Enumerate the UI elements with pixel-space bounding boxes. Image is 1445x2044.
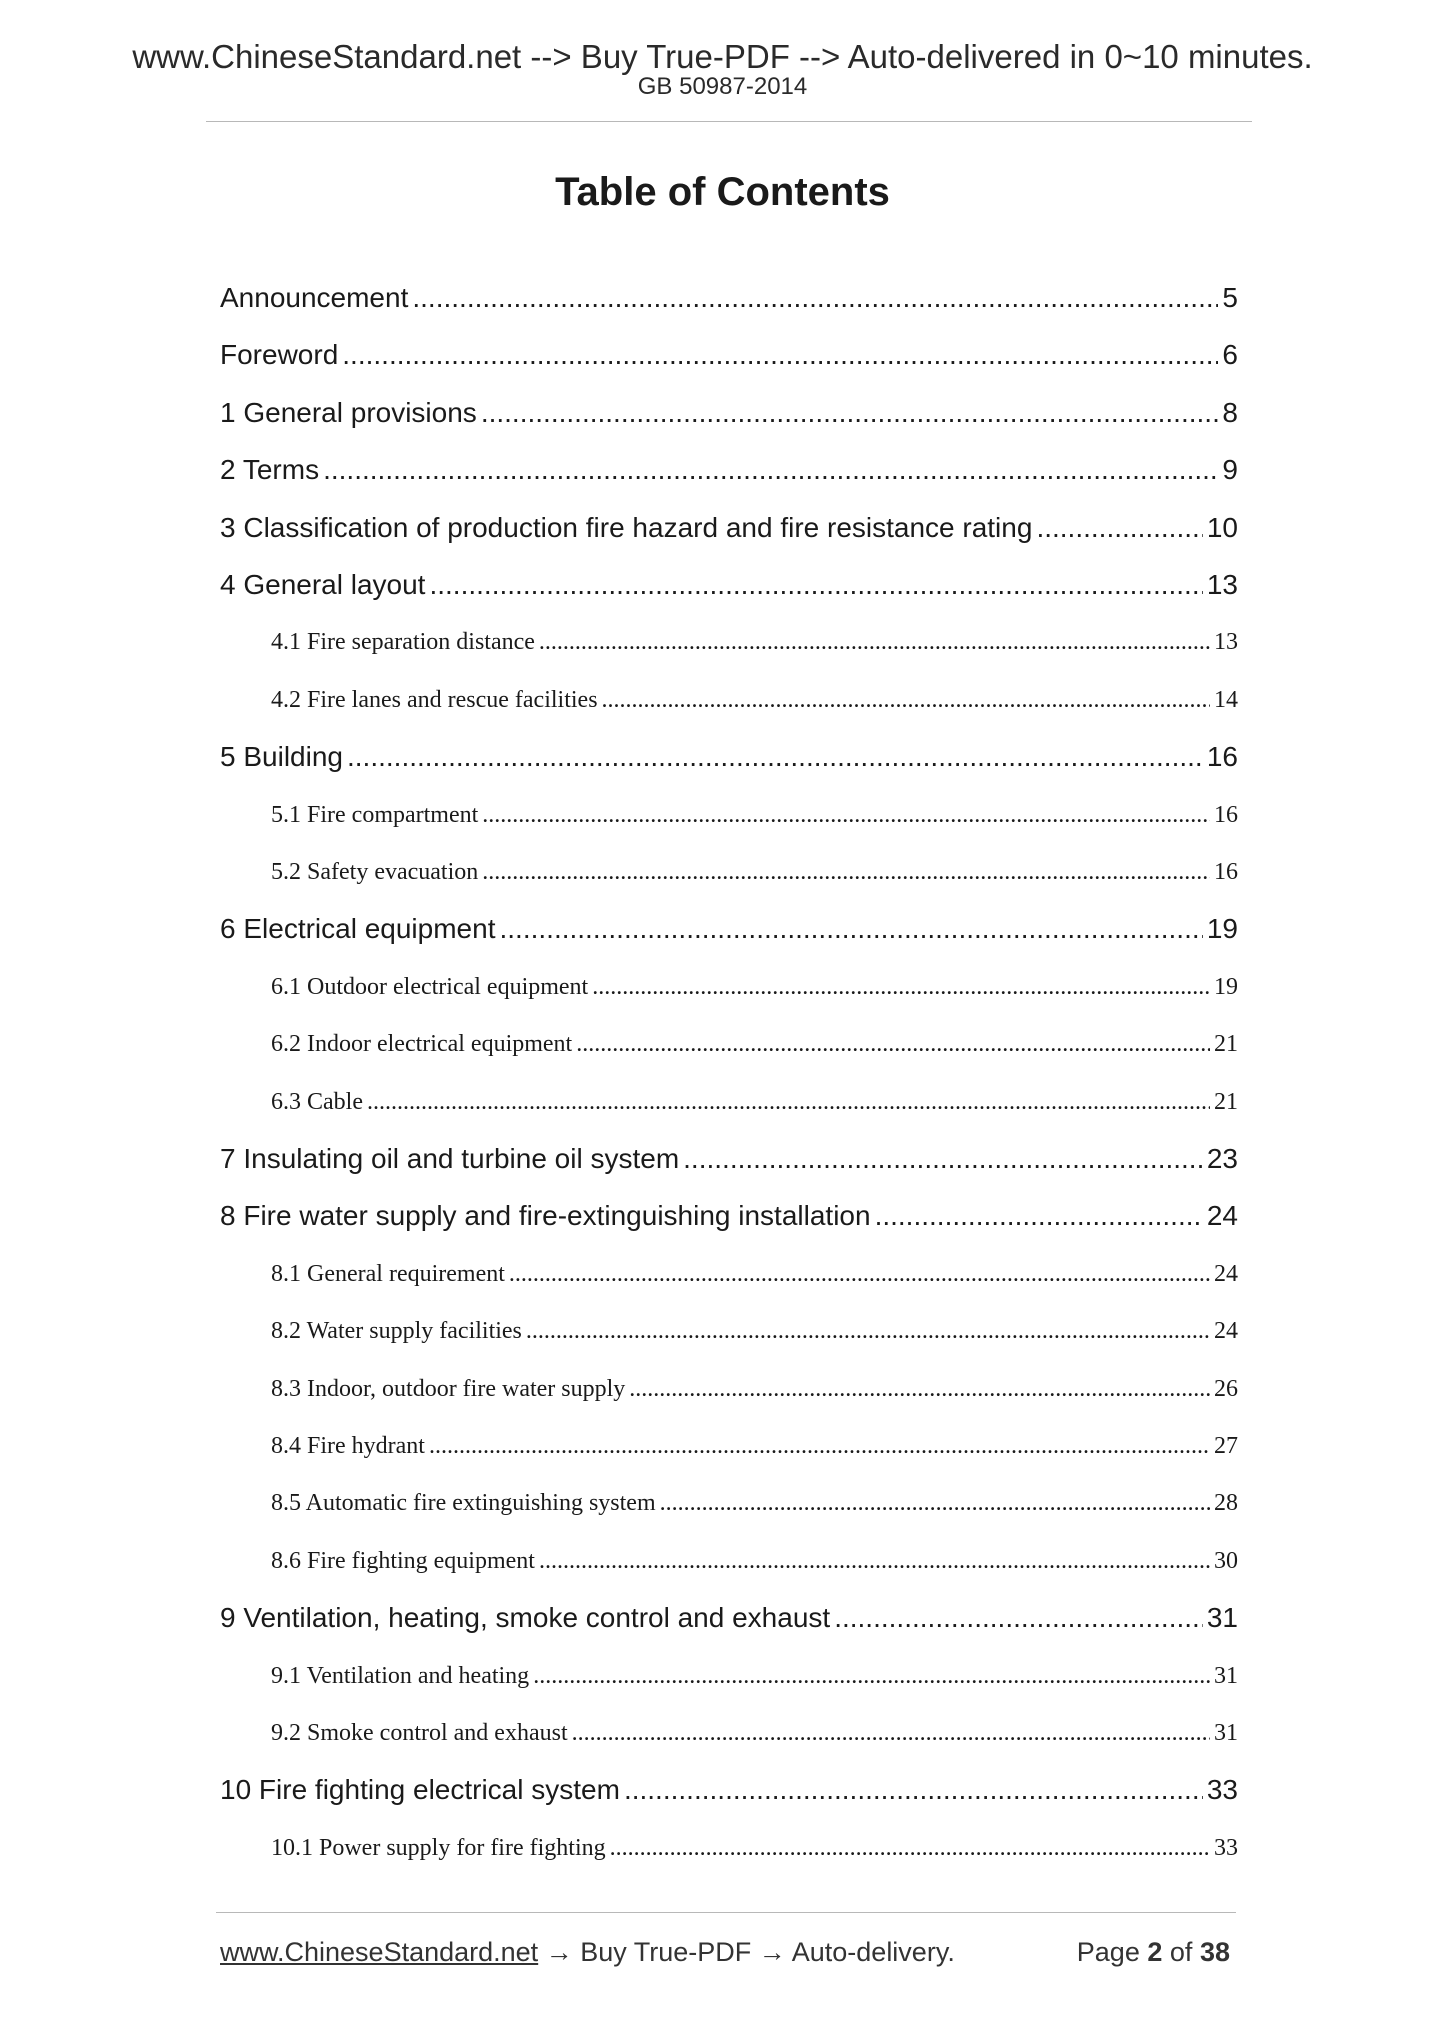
toc-entry-label: 1 General provisions <box>220 396 477 428</box>
toc-subentry[interactable] <box>220 1483 1238 1523</box>
toc-entry-page: 31 <box>1214 1720 1238 1746</box>
total-pages-number: 38 <box>1199 1937 1230 1967</box>
toc-entry-label: 7 Insulating oil and turbine oil system <box>220 1143 680 1174</box>
toc-dot-leader <box>533 1656 1210 1696</box>
toc-dot-leader <box>347 737 1203 777</box>
toc-dot-leader <box>526 1311 1210 1351</box>
header-banner: www.ChineseStandard.net --> Buy True-PDF --> Auto-delivered in 0~10 minutes. <box>132 38 1313 75</box>
page-word: Page <box>1076 1937 1140 1967</box>
toc-subentry[interactable] <box>220 1541 1238 1581</box>
toc-entry-label: 8.6 Fire fighting equipment <box>271 1547 535 1574</box>
footer-site-link[interactable]: www.ChineseStandard.net <box>220 1937 539 1967</box>
toc-entry-label: 6.1 Outdoor electrical equipment <box>271 973 589 1000</box>
toc-entry-page: 19 <box>1214 973 1238 1000</box>
toc-subentry[interactable] <box>220 852 1238 892</box>
toc-dot-leader <box>592 967 1210 1007</box>
toc-dot-leader <box>624 1770 1203 1810</box>
toc-entry-label: 5.1 Fire compartment <box>271 801 479 828</box>
toc-entry-label: 2 Terms <box>220 454 320 486</box>
footer-divider <box>216 1912 1236 1913</box>
toc-entry-label: 10 Fire fighting electrical system <box>220 1774 620 1806</box>
toc-entry[interactable] <box>220 335 1238 375</box>
toc-title: Table of Contents <box>555 170 890 214</box>
toc-entry-page: 23 <box>1206 1143 1238 1174</box>
toc-entry-page: 13 <box>1206 569 1238 600</box>
toc-entry-page: 16 <box>1214 859 1238 885</box>
toc-dot-leader <box>509 1254 1210 1294</box>
toc-entry-page: 9 <box>1222 454 1238 486</box>
toc-dot-leader <box>539 1541 1210 1581</box>
toc-entry-label: 8.3 Indoor, outdoor fire water supply <box>271 1375 626 1402</box>
toc-dot-leader <box>367 1082 1210 1122</box>
toc-entry-page: 14 <box>1214 686 1238 713</box>
toc-entry-label: 9.2 Smoke control and exhaust <box>271 1720 568 1746</box>
toc-entry[interactable] <box>220 1598 1238 1638</box>
toc-entry[interactable] <box>220 909 1238 949</box>
header-divider <box>206 121 1252 122</box>
toc-entry-label: 6.2 Indoor electrical equipment <box>271 1031 573 1058</box>
toc-entry-label: 8.1 General requirement <box>271 1260 505 1287</box>
toc-subentry[interactable] <box>220 1369 1238 1409</box>
toc-dot-leader <box>429 1426 1210 1466</box>
toc-entry-label: 9 Ventilation, heating, smoke control and exhaust <box>220 1602 831 1634</box>
toc-dot-leader <box>482 795 1210 835</box>
toc-entry-page: 21 <box>1214 1088 1238 1115</box>
toc-entry[interactable] <box>220 565 1238 605</box>
toc-dot-leader <box>539 622 1210 662</box>
toc-dot-leader <box>576 1024 1210 1064</box>
toc-entry-label: 3 Classification of production fire hazard and fire resistance rating <box>220 511 1033 543</box>
toc-entry-label: Foreword <box>220 339 339 371</box>
toc-entry-page: 33 <box>1214 1834 1238 1861</box>
toc-subentry[interactable] <box>220 1024 1238 1064</box>
toc-dot-leader <box>499 909 1202 949</box>
toc-subentry[interactable] <box>220 1311 1238 1351</box>
toc-entry-label: 4 General layout <box>220 569 426 600</box>
toc-dot-leader <box>482 852 1210 892</box>
of-word: of <box>1169 1937 1193 1967</box>
toc-dot-leader <box>1036 508 1202 548</box>
toc-entry-page: 13 <box>1214 629 1238 656</box>
toc-dot-leader <box>660 1483 1210 1523</box>
toc-subentry[interactable] <box>220 795 1238 835</box>
toc-dot-leader <box>875 1196 1203 1236</box>
toc-entry-page: 16 <box>1206 741 1238 773</box>
toc-dot-leader <box>572 1713 1210 1753</box>
toc-entry-label: 8.2 Water supply facilities <box>271 1318 522 1345</box>
toc-entry-label: 9.1 Ventilation and heating <box>271 1662 530 1689</box>
toc-entry-label: 6 Electrical equipment <box>220 913 496 945</box>
document-code: GB 50987-2014 <box>637 73 808 100</box>
toc-subentry[interactable] <box>220 1656 1238 1696</box>
toc-entry-page: 16 <box>1214 801 1238 828</box>
toc-entry[interactable] <box>220 737 1238 777</box>
current-page-number: 2 <box>1147 1937 1163 1967</box>
toc-subentry[interactable] <box>220 1828 1238 1868</box>
toc-entry-label: 4.2 Fire lanes and rescue facilities <box>271 686 598 713</box>
toc-entry-page: 24 <box>1214 1318 1238 1345</box>
toc-entry-page: 10 <box>1206 511 1238 543</box>
toc-entry-page: 19 <box>1206 913 1238 945</box>
toc-entry-label: 5.2 Safety evacuation <box>271 859 479 885</box>
toc-entry-label: 8.4 Fire hydrant <box>271 1433 425 1459</box>
footer-tagline: → Buy True-PDF → Auto-delivery. <box>538 1937 955 1967</box>
toc-entry-page: 24 <box>1214 1260 1238 1287</box>
toc-entry-page: 31 <box>1214 1662 1238 1689</box>
toc-entry-page: 28 <box>1214 1490 1238 1517</box>
toc-dot-leader <box>412 278 1218 318</box>
toc-entry-label: 4.1 Fire separation distance <box>271 629 535 656</box>
toc-entry-label: 8.5 Automatic fire extinguishing system <box>271 1490 656 1517</box>
toc-entry[interactable] <box>220 278 1238 318</box>
toc-subentry[interactable] <box>220 1426 1238 1466</box>
toc-entry[interactable] <box>220 1770 1238 1810</box>
toc-entry-page: 27 <box>1214 1433 1238 1459</box>
toc-subentry[interactable] <box>220 967 1238 1007</box>
toc-dot-leader <box>834 1598 1203 1638</box>
toc-entry-label: 10.1 Power supply for fire fighting <box>271 1834 606 1861</box>
toc-dot-leader <box>683 1139 1203 1179</box>
toc-entry[interactable] <box>220 393 1238 433</box>
page-indicator <box>1077 1934 1230 1970</box>
toc-dot-leader <box>629 1369 1210 1409</box>
page-footer <box>220 1934 1230 1970</box>
toc-entry[interactable] <box>220 1196 1238 1236</box>
toc-entry[interactable] <box>220 1139 1238 1179</box>
toc-entry-label: 6.3 Cable <box>271 1088 363 1115</box>
toc-dot-leader <box>602 680 1210 720</box>
toc-entry[interactable] <box>220 508 1238 548</box>
toc-entry-label: 5 Building <box>220 741 343 773</box>
toc-subentry[interactable] <box>220 1254 1238 1294</box>
toc-entry-page: 8 <box>1222 396 1238 428</box>
toc-entry-label: Announcement <box>220 282 409 313</box>
toc-dot-leader <box>342 335 1218 375</box>
toc-dot-leader <box>323 450 1218 490</box>
toc-entry-page: 5 <box>1222 282 1238 313</box>
toc-subentry[interactable] <box>220 622 1238 662</box>
toc-subentry[interactable] <box>220 1082 1238 1122</box>
toc-entry-page: 26 <box>1214 1375 1238 1402</box>
toc-entry-page: 6 <box>1222 339 1238 371</box>
toc-entry-page: 31 <box>1206 1602 1238 1634</box>
toc-dot-leader <box>481 393 1219 433</box>
toc-entry-page: 30 <box>1214 1547 1238 1574</box>
toc-entry-page: 24 <box>1206 1200 1238 1232</box>
toc-entry-page: 33 <box>1206 1774 1238 1806</box>
toc-entry[interactable] <box>220 450 1238 490</box>
toc-subentry[interactable] <box>220 680 1238 720</box>
toc-entry-label: 8 Fire water supply and fire-extinguishing installation <box>220 1200 871 1232</box>
toc-subentry[interactable] <box>220 1713 1238 1753</box>
toc-dot-leader <box>610 1828 1210 1868</box>
toc-entry-page: 21 <box>1214 1031 1238 1058</box>
toc-dot-leader <box>429 565 1202 605</box>
